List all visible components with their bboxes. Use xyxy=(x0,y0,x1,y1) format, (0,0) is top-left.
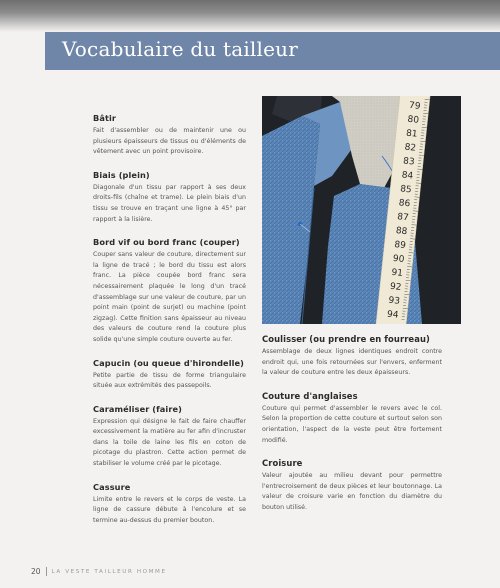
term-entry xyxy=(262,334,442,379)
tape-number: 89 xyxy=(393,239,407,252)
tape-number: 80 xyxy=(406,114,420,126)
left-column xyxy=(93,113,246,538)
tape-number: 91 xyxy=(390,267,404,279)
term-definition: Valeur ajoutée au milieu devant pour permettre l'entrecroisement de deux pièces et leur boutonnage. La valeur de croisure varie en fonction du diamètre du bouton utilisé. xyxy=(262,472,442,511)
term-title: Bord vif ou bord franc (couper) xyxy=(93,237,240,248)
term-title: Capucin (ou queue d'hirondelle) xyxy=(93,357,244,368)
term-definition: Assemblage de deux lignes identiques endroit contre endroit qui, une fois retournées sur l'envers, enferment la valeur de couture entre les deux épaisseurs. xyxy=(262,348,442,377)
photo-illustration xyxy=(262,96,461,324)
term-title: Coulisser (ou prendre en fourreau) xyxy=(262,334,430,344)
tape-number: 85 xyxy=(399,184,413,196)
tape-number: 94 xyxy=(386,309,399,321)
term-entry xyxy=(93,237,246,345)
page-footer xyxy=(31,567,167,576)
term-title: Couture d'anglaises xyxy=(262,390,358,401)
tape-number: 92 xyxy=(389,281,402,293)
term-entry xyxy=(93,358,246,392)
term-title: Bâtir xyxy=(93,113,117,123)
book-title: LA VESTE TAILLEUR HOMME xyxy=(51,568,167,575)
term-entry xyxy=(93,482,246,527)
term-entry xyxy=(93,404,246,470)
tape-number: 86 xyxy=(398,198,411,210)
term-definition: Expression qui désigne le fait de faire chauffer excessivement la matière au fer afin d'incruster dans la toile de laine les fils en coton de picotage du plastron. Cette action permet de stabiliser le volume créé par le picotage. xyxy=(93,417,246,468)
term-definition: Couper sans valeur de couture, directement sur la ligne de tracé ; le bord du tissu est alors franc. La pièce coupée bord franc sera nécessairement plaquée le long d'un tracé d'assemblage sur une valeur de couture, par un point main (point de surjet) ou machine (point zigzag). Cette finition sans épaisseur au niveau des valeurs de couture rend la couture plus solide qu'une simple couture ouverte au fer. xyxy=(93,251,246,343)
tape-number: 90 xyxy=(392,253,405,266)
top-gradient-band xyxy=(0,0,500,32)
term-definition: Diagonale d'un tissu par rapport à ses deux droits-fils (chaîne et trame). Le plein biais d'un tissu se trouve en traçant une ligne à 45° par rapport à la lisière. xyxy=(93,183,246,223)
term-entry xyxy=(93,170,246,225)
term-entry xyxy=(262,458,442,513)
tape-number: 84 xyxy=(401,170,414,182)
term-title: Croisure xyxy=(262,458,303,469)
right-column xyxy=(262,334,442,526)
jacket-tape-measure-photo xyxy=(262,96,461,324)
term-definition: Limite entre le revers et le corps de veste. La ligne de cassure débute à l'encolure et se termine au-dessus du premier bouton. xyxy=(93,495,246,524)
tape-number: 79 xyxy=(408,100,421,112)
term-title: Cassure xyxy=(93,481,131,492)
term-entry xyxy=(93,113,246,158)
tape-number: 93 xyxy=(387,295,401,307)
term-definition: Petite partie de tissu de forme triangulaire située aux extrémités des passepoils. xyxy=(93,371,246,390)
term-title: Caraméliser (faire) xyxy=(93,403,182,414)
page-title: Vocabulaire du tailleur xyxy=(62,37,298,61)
tape-number: 88 xyxy=(395,226,408,238)
title-banner xyxy=(45,32,500,70)
term-definition: Couture qui permet d'assembler le revers avec le col. Selon la proportion de cette couture et surtout selon son orientation, l'aspect de la veste peut être fortement modifié. xyxy=(262,404,442,444)
term-definition: Fait d'assembler ou de maintenir une ou plusieurs épaisseurs de tissus ou d'éléments de vêtement avec un point provisoire. xyxy=(93,127,246,156)
page-number: 20 xyxy=(31,567,41,576)
term-title: Biais (plein) xyxy=(93,169,150,180)
term-entry xyxy=(262,391,442,446)
tape-number: 81 xyxy=(405,128,418,140)
footer-divider xyxy=(46,567,47,576)
tape-number: 83 xyxy=(402,156,416,168)
tape-number: 82 xyxy=(404,142,417,154)
tape-number: 87 xyxy=(396,212,410,224)
